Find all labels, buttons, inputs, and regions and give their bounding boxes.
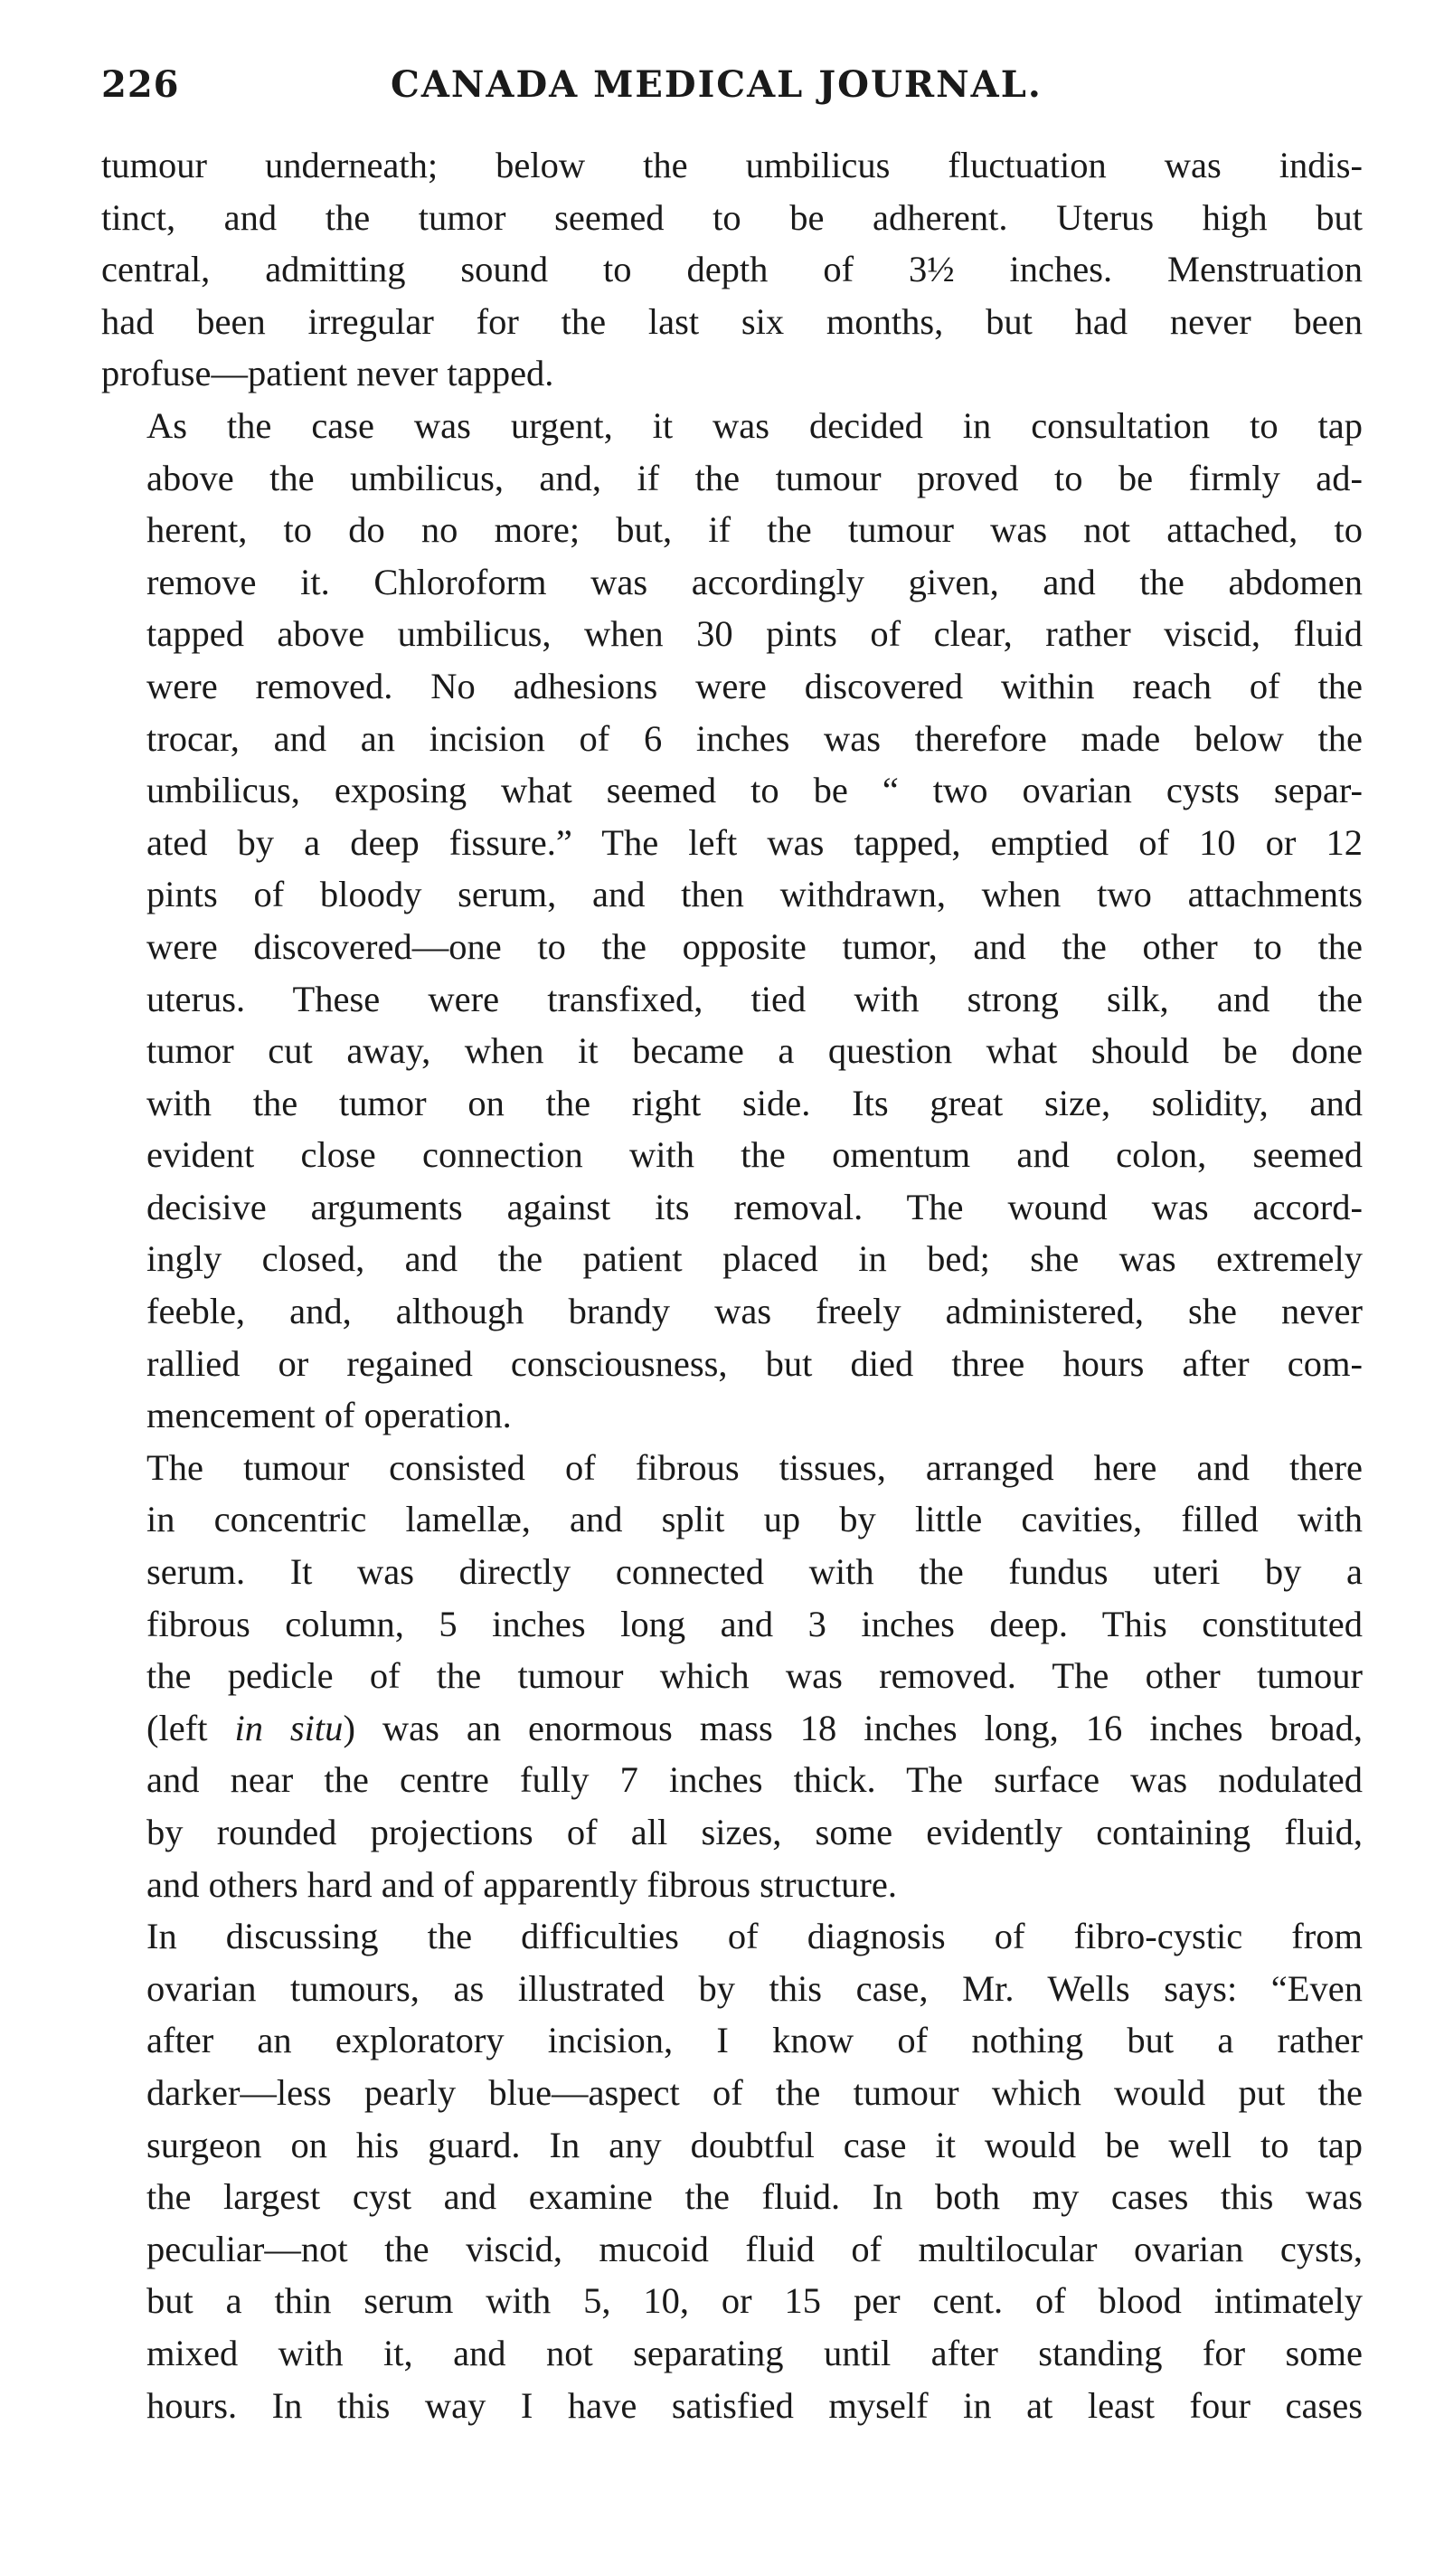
text-line: mencement of operation. <box>146 1395 512 1436</box>
text-line: surgeon on his guard. In any doubtful case it would be well to tap <box>146 2124 1363 2165</box>
journal-title: CANADA MEDICAL JOURNAL. <box>391 63 1043 106</box>
text-line: evident close connection with the omentum and colon, seemed <box>146 1134 1363 1176</box>
text-line: serum. It was directly connected with the fundus uteri by a <box>146 1551 1363 1593</box>
text-line: profuse—patient never tapped. <box>101 353 554 394</box>
text-line: tumour underneath; below the umbilicus fluctuation was indis- <box>101 145 1363 185</box>
text-line: the pedicle of the tumour which was removed. The other tumour <box>146 1655 1363 1697</box>
text-line: umbilicus, exposing what seemed to be “ two ovarian cysts separ- <box>146 770 1363 811</box>
paragraph <box>101 400 1363 1442</box>
text-line: The tumour consisted of fibrous tissues, arranged here and there <box>146 1446 1363 1488</box>
italic-phrase: in situ <box>234 1707 344 1748</box>
text-line: tinct, and the tumor seemed to be adherent. Uterus high but <box>101 196 1363 238</box>
text-line: In discussing the difficulties of diagnosis of fibro-cystic from <box>146 1916 1363 1957</box>
text-line: tumor cut away, when it became a question what should be done <box>146 1030 1363 1072</box>
text-line: with the tumor on the right side. Its great size, solidity, and <box>146 1082 1363 1123</box>
text-line: fibrous column, 5 inches long and 3 inches deep. This constituted <box>146 1603 1363 1644</box>
text-line: above the umbilicus, and, if the tumour proved to be firmly ad- <box>146 457 1363 498</box>
text-line: in concentric lamellæ, and split up by little cavities, filled with <box>146 1499 1363 1540</box>
text-line: feeble, and, although brandy was freely administered, she never <box>146 1291 1363 1332</box>
page-number: 226 <box>101 63 180 106</box>
text-line: central, admitting sound to depth of 3½ inches. Menstruation <box>101 249 1363 290</box>
text-line: ated by a deep fissure.” The left was tapped, emptied of 10 or 12 <box>146 821 1363 863</box>
text-line: ingly closed, and the patient placed in bed; she was extremely <box>146 1238 1363 1280</box>
text-line: were discovered—one to the opposite tumor, and the other to the <box>146 925 1363 967</box>
text-line: after an exploratory incision, I know of nothing but a rather <box>146 2020 1363 2061</box>
text-line: pints of bloody serum, and then withdrawn, when two attachments <box>146 874 1363 915</box>
text-line: tapped above umbilicus, when 30 pints of clear, rather viscid, fluid <box>146 613 1363 655</box>
text-line: decisive arguments against its removal. The wound was accord- <box>146 1186 1363 1227</box>
paragraph <box>101 1910 1363 2431</box>
running-head <box>101 63 1363 127</box>
text-line: ovarian tumours, as illustrated by this case, Mr. Wells says: “Even <box>146 1967 1363 2009</box>
text-line: mixed with it, and not separating until after standing for some <box>146 2332 1363 2373</box>
paragraph <box>101 1442 1363 1910</box>
text-line: the largest cyst and examine the fluid. In both my cases this was <box>146 2176 1363 2218</box>
text-line: hours. In this way I have satisfied myself in at least four cases <box>146 2384 1363 2426</box>
text-line: by rounded projections of all sizes, some evidently containing fluid, <box>146 1812 1363 1852</box>
text-line: had been irregular for the last six months, but had never been <box>101 300 1363 342</box>
text-line: were removed. No adhesions were discovered within reach of the <box>146 665 1363 706</box>
text-line: trocar, and an incision of 6 inches was therefore made below the <box>146 717 1363 759</box>
paragraph <box>101 139 1363 400</box>
text-line: uterus. These were transfixed, tied with strong silk, and the <box>146 978 1363 1019</box>
text-line: (left in situ) was an enormous mass 18 inches long, 16 inches broad, <box>146 1707 1363 1748</box>
text-line: and others hard and of apparently fibrous structure. <box>146 1863 897 1905</box>
text-line: peculiar—not the viscid, mucoid fluid of multilocular ovarian cysts, <box>146 2228 1363 2269</box>
text-line: rallied or regained consciousness, but died three hours after com- <box>146 1342 1363 1384</box>
text-line: herent, to do no more; but, if the tumour was not attached, to <box>146 509 1363 551</box>
text-line: darker—less pearly blue—aspect of the tumour which would put the <box>146 2071 1363 2113</box>
text-line: As the case was urgent, it was decided in consultation to tap <box>146 404 1363 446</box>
text-line: remove it. Chloroform was accordingly given, and the abdomen <box>146 561 1363 602</box>
text-line: but a thin serum with 5, 10, or 15 per cent. of blood intimately <box>146 2280 1363 2322</box>
article-body <box>101 139 1363 2431</box>
text-line: and near the centre fully 7 inches thick. The surface was nodulated <box>146 1759 1363 1801</box>
